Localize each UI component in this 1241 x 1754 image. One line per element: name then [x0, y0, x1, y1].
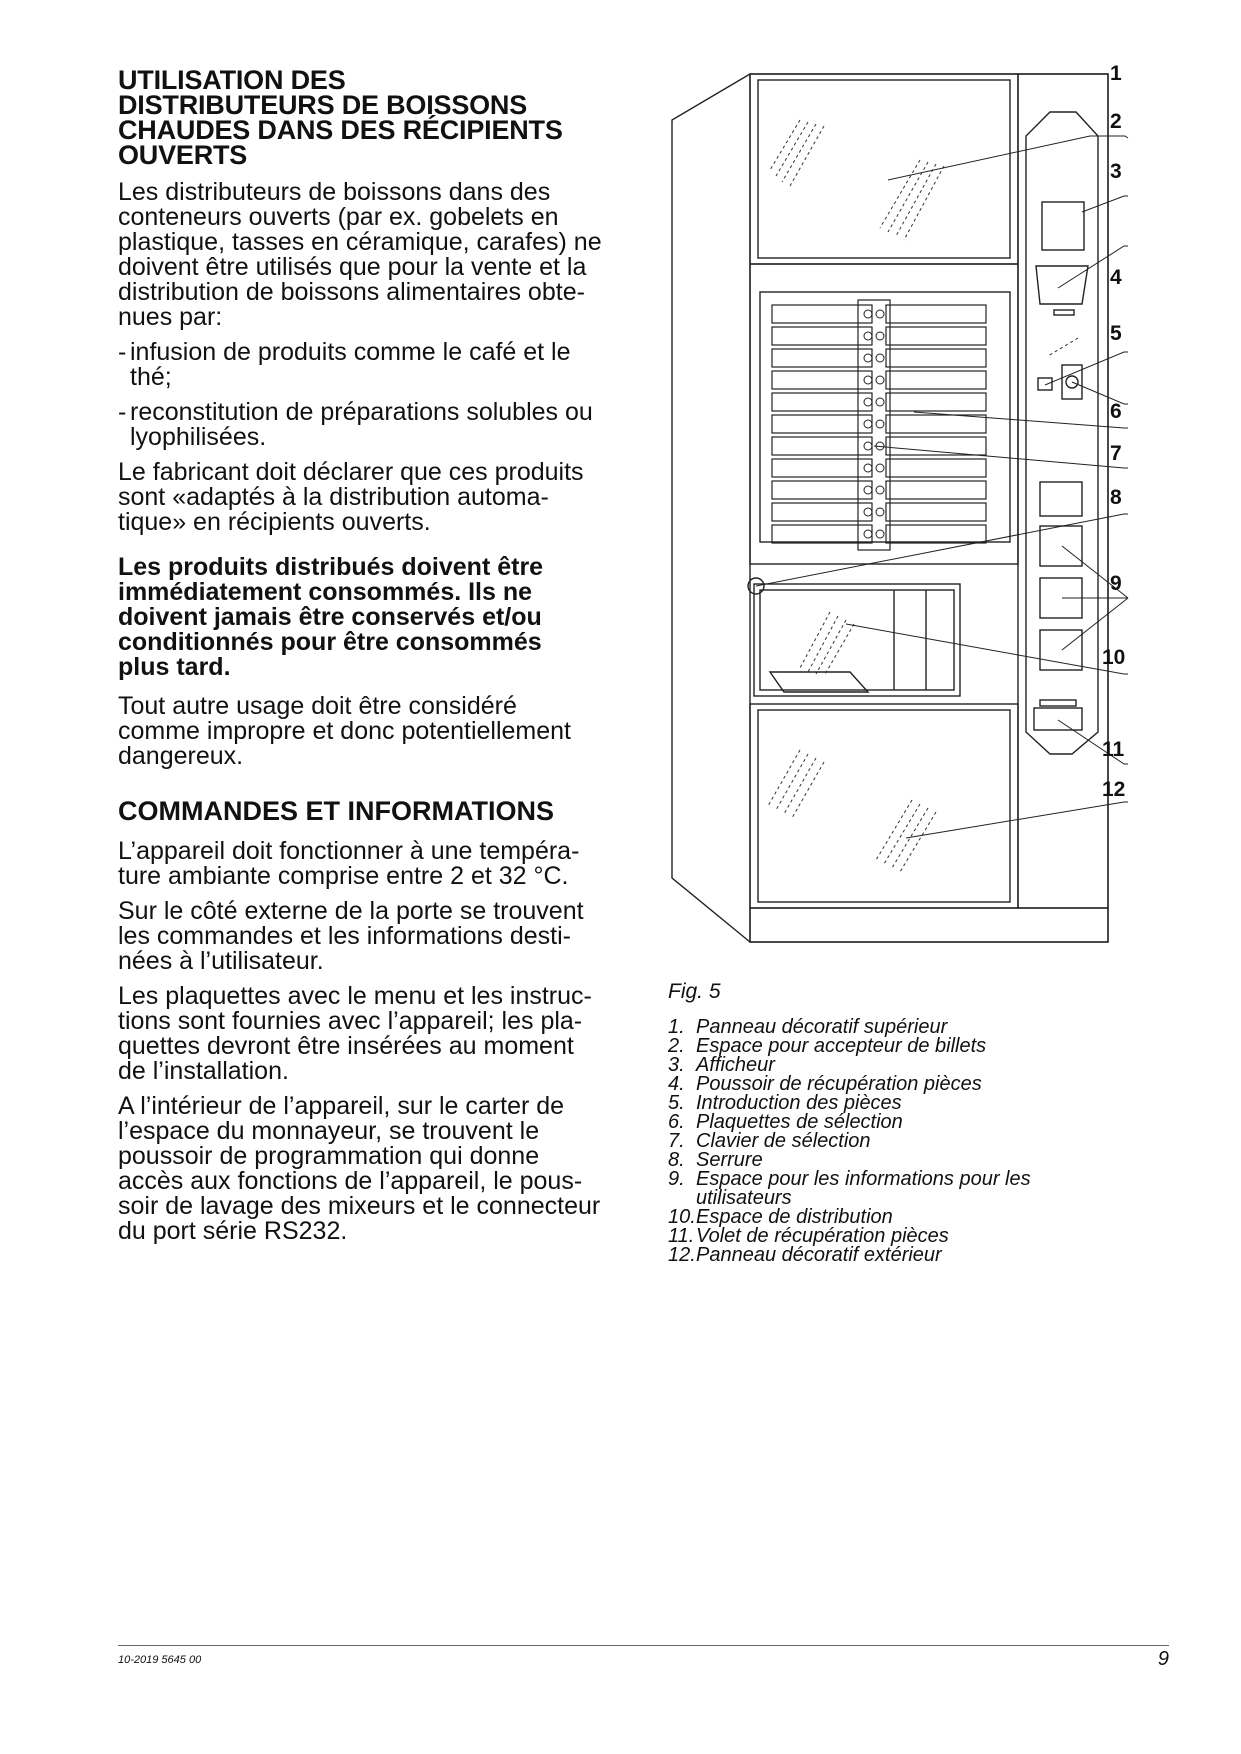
figure-legend: [668, 1018, 1138, 1265]
legend-text: Afficheur: [696, 1054, 775, 1076]
vending-machine-figure: [650, 60, 1170, 990]
improper-use-paragraph: [118, 694, 648, 769]
callout-10: 10: [1102, 646, 1126, 669]
line: nues par:: [118, 303, 223, 331]
control-panel: [1026, 112, 1098, 754]
line: Sur le côté externe de la porte se trouvent: [118, 897, 584, 925]
line: lyophilisées.: [130, 423, 267, 451]
glass-hatching: [768, 120, 1078, 872]
temperature-paragraph: [118, 839, 648, 889]
line: doivent être utilisés que pour la vente et la: [118, 253, 587, 281]
bullet-text: [130, 340, 571, 390]
callout-3: 3: [1110, 160, 1122, 183]
bottom-panel: [750, 704, 1018, 908]
legend-number: 3.: [668, 1054, 685, 1076]
line: plastique, tasses en céramique, carafes) ne: [118, 228, 602, 256]
line: L’appareil doit fonctionner à une tempéra-: [118, 837, 580, 865]
cabinet-front: [750, 74, 1108, 942]
callout-2: 2: [1110, 110, 1122, 133]
top-panel: [750, 74, 1018, 264]
line: thé;: [130, 363, 172, 391]
legend-text: Espace pour accepteur de billets: [696, 1035, 987, 1057]
legend-number: 9.: [668, 1168, 685, 1190]
text-column: [118, 65, 648, 1254]
line: immédiatement consommés. Ils ne: [118, 578, 533, 606]
legend-number: 11.: [668, 1225, 695, 1247]
legend-item: [668, 1246, 1138, 1265]
line: Tout autre usage doit être considéré: [118, 692, 517, 720]
cabinet-base: [750, 908, 1108, 942]
line: dangereux.: [118, 742, 244, 770]
line: doivent jamais être conservés et/ou: [118, 603, 542, 631]
controls-paragraph: [118, 899, 648, 974]
bullet-item: [118, 400, 648, 450]
section-title-controls: COMMANDES ET INFORMATIONS: [118, 796, 554, 826]
callout-11: 11: [1102, 738, 1125, 761]
declaration-paragraph: [118, 460, 648, 535]
interior-paragraph: [118, 1094, 648, 1244]
section-title-usage: [118, 65, 648, 170]
legend-text: Plaquettes de sélection: [696, 1111, 903, 1133]
legend-text: Panneau décoratif extérieur: [696, 1244, 942, 1266]
line: de l’installation.: [118, 1057, 289, 1085]
line: Le fabricant doit déclarer que ces produits: [118, 458, 584, 486]
legend-number: 8.: [668, 1149, 685, 1171]
title-line: UTILISATION DES: [118, 65, 346, 95]
legend-number: 7.: [668, 1130, 685, 1152]
plates-paragraph: [118, 984, 648, 1084]
line: Les produits distribués doivent être: [118, 553, 544, 581]
line: tique» en récipients ouverts.: [118, 508, 431, 536]
line: soir de lavage des mixeurs et le connecteur: [118, 1192, 601, 1220]
line: plus tard.: [118, 653, 231, 681]
legend-number: 1.: [668, 1016, 685, 1038]
line: sont «adaptés à la distribution automa-: [118, 483, 549, 511]
legend-text: Serrure: [696, 1149, 763, 1171]
callout-12: 12: [1102, 778, 1126, 801]
title-line: DISTRIBUTEURS DE BOISSONS: [118, 90, 528, 120]
line: Les plaquettes avec le menu et les instruc-: [118, 982, 592, 1010]
legend-number: 12.: [668, 1244, 696, 1266]
line: du port série RS232.: [118, 1217, 348, 1245]
legend-text: Espace pour les informations pour les: [696, 1168, 1031, 1190]
legend-text: Espace de distribution: [696, 1206, 893, 1228]
figure-caption: [668, 980, 1138, 1265]
title-line: OUVERTS: [118, 140, 248, 170]
bullet-text: [130, 400, 593, 450]
legend-text: Volet de récupération pièces: [696, 1225, 949, 1247]
line: distribution de boissons alimentaires obte-: [118, 278, 585, 306]
line: tions sont fournies avec l’appareil; les pla-: [118, 1007, 583, 1035]
selection-keypad: [858, 300, 890, 550]
figure-label: Fig. 5: [668, 980, 721, 1003]
callout-4: 4: [1110, 266, 1122, 289]
legend-number: 2.: [668, 1035, 685, 1057]
legend-text: Poussoir de récupération pièces: [696, 1073, 982, 1095]
callout-6: 6: [1110, 400, 1122, 423]
callout-7: 7: [1110, 442, 1122, 465]
line: poussoir de programmation qui donne: [118, 1142, 540, 1170]
callout-5: 5: [1110, 322, 1122, 345]
callout-8: 8: [1110, 486, 1122, 509]
callout-1: 1: [1110, 62, 1122, 85]
footer-divider: [118, 1645, 1169, 1646]
warning-paragraph: [118, 555, 648, 680]
page-number: 9: [1157, 1648, 1169, 1670]
intro-paragraph: [118, 180, 648, 330]
bullet-dash: -: [118, 338, 127, 366]
line: nées à l’utilisateur.: [118, 947, 324, 975]
legend-text: Clavier de sélection: [696, 1130, 871, 1152]
legend-text: Panneau décoratif supérieur: [696, 1016, 948, 1038]
legend-number: 6.: [668, 1111, 685, 1133]
line: quettes devront être insérées au moment: [118, 1032, 574, 1060]
bullet-item: [118, 340, 648, 390]
line: l’espace du monnayeur, se trouvent le: [118, 1117, 540, 1145]
line: les commandes et les informations desti-: [118, 922, 571, 950]
line: reconstitution de préparations solubles ou: [130, 398, 593, 426]
legend-text: Introduction des pièces: [696, 1092, 902, 1114]
line: comme impropre et donc potentiellement: [118, 717, 572, 745]
line: conditionnés pour être consommés: [118, 628, 542, 656]
line: infusion de produits comme le café et le: [130, 338, 571, 366]
line: Les distributeurs de boissons dans des: [118, 178, 551, 206]
line: A l’intérieur de l’appareil, sur le carter de: [118, 1092, 565, 1120]
callout-9: 9: [1110, 572, 1122, 595]
title-line: CHAUDES DANS DES RÉCIPIENTS: [118, 115, 563, 145]
line: conteneurs ouverts (par ex. gobelets en: [118, 203, 559, 231]
keypad-buttons: [864, 310, 884, 538]
selection-plates: [772, 300, 986, 550]
line: accès aux fonctions de l’appareil, le pous-: [118, 1167, 583, 1195]
bullet-dash: -: [118, 398, 127, 426]
document-code: 10-2019 5645 00: [118, 1654, 202, 1666]
vending-machine-drawing: [650, 60, 1170, 990]
leader-lines: [756, 136, 1128, 838]
cabinet-side: [672, 74, 750, 942]
legend-number: 5.: [668, 1092, 685, 1114]
legend-text: utilisateurs: [696, 1187, 792, 1209]
legend-number: 4.: [668, 1073, 685, 1095]
line: ture ambiante comprise entre 2 et 32 °C.: [118, 862, 569, 890]
legend-number: 10.: [668, 1206, 696, 1228]
